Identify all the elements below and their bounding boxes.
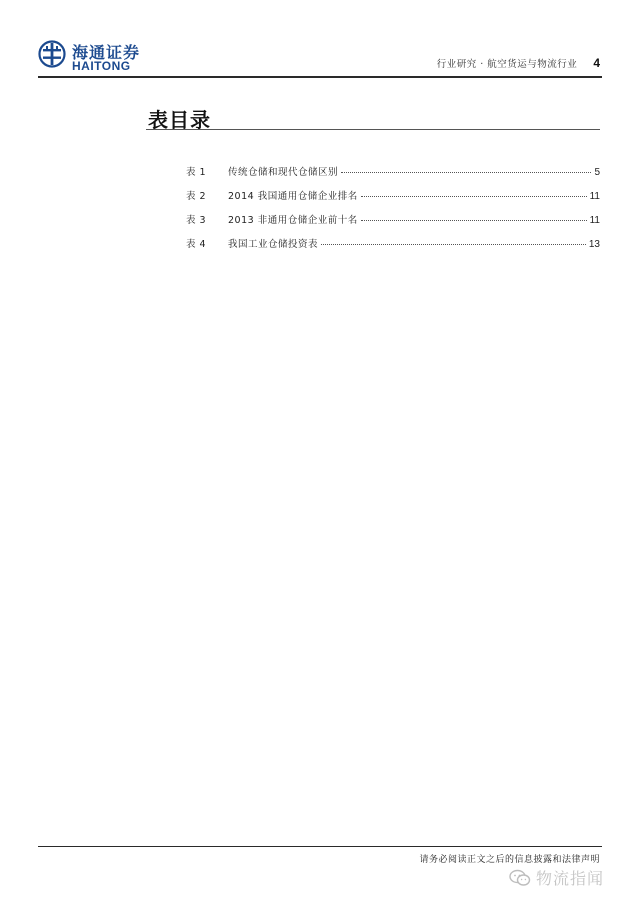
toc-entry[interactable] — [186, 188, 600, 212]
running-header — [437, 56, 600, 70]
company-logo — [38, 40, 158, 74]
haitong-logo-icon — [38, 40, 66, 68]
report-category: 行业研究 · 航空货运与物流行业 — [436, 59, 578, 70]
title-divider — [146, 129, 600, 130]
toc-entry-title: 传统仓储和现代仓储区别 — [228, 167, 339, 178]
toc-entry[interactable] — [186, 236, 600, 260]
page-title: 表目录 — [148, 108, 211, 132]
toc-entry-title: 2014 我国通用仓储企业排名 — [228, 191, 358, 202]
dot-leader — [361, 196, 587, 197]
toc-entry-title: 我国工业仓储投资表 — [228, 239, 319, 250]
toc-entry-page: 13 — [588, 239, 600, 250]
toc-entry-page: 5 — [594, 167, 600, 178]
toc-entry-label: 表 2 — [186, 191, 207, 202]
footer-divider — [38, 846, 602, 847]
page-number: 4 — [593, 56, 600, 70]
toc-entry[interactable] — [186, 164, 600, 188]
logo-chinese-name: 海通证券 — [72, 43, 141, 62]
watermark-text: 物流指闻 — [535, 869, 604, 888]
dot-leader — [361, 220, 587, 221]
disclaimer-note: 请务必阅读正文之后的信息披露和法律声明 — [419, 855, 600, 865]
toc-entry-label: 表 3 — [186, 215, 207, 226]
dot-leader — [341, 172, 591, 173]
toc-entry-title: 2013 非通用仓储企业前十名 — [228, 215, 358, 226]
toc-entry-page: 11 — [589, 215, 600, 226]
header-divider — [38, 76, 602, 78]
dot-leader — [321, 244, 586, 245]
toc-entry-label: 表 1 — [186, 167, 207, 178]
wechat-icon — [509, 869, 531, 887]
logo-english-name: HAITONG — [72, 59, 131, 73]
toc-entry[interactable] — [186, 212, 600, 236]
toc-entry-label: 表 4 — [186, 239, 207, 250]
watermark — [509, 866, 604, 889]
toc-entry-page: 11 — [589, 191, 600, 202]
table-list — [186, 164, 600, 260]
